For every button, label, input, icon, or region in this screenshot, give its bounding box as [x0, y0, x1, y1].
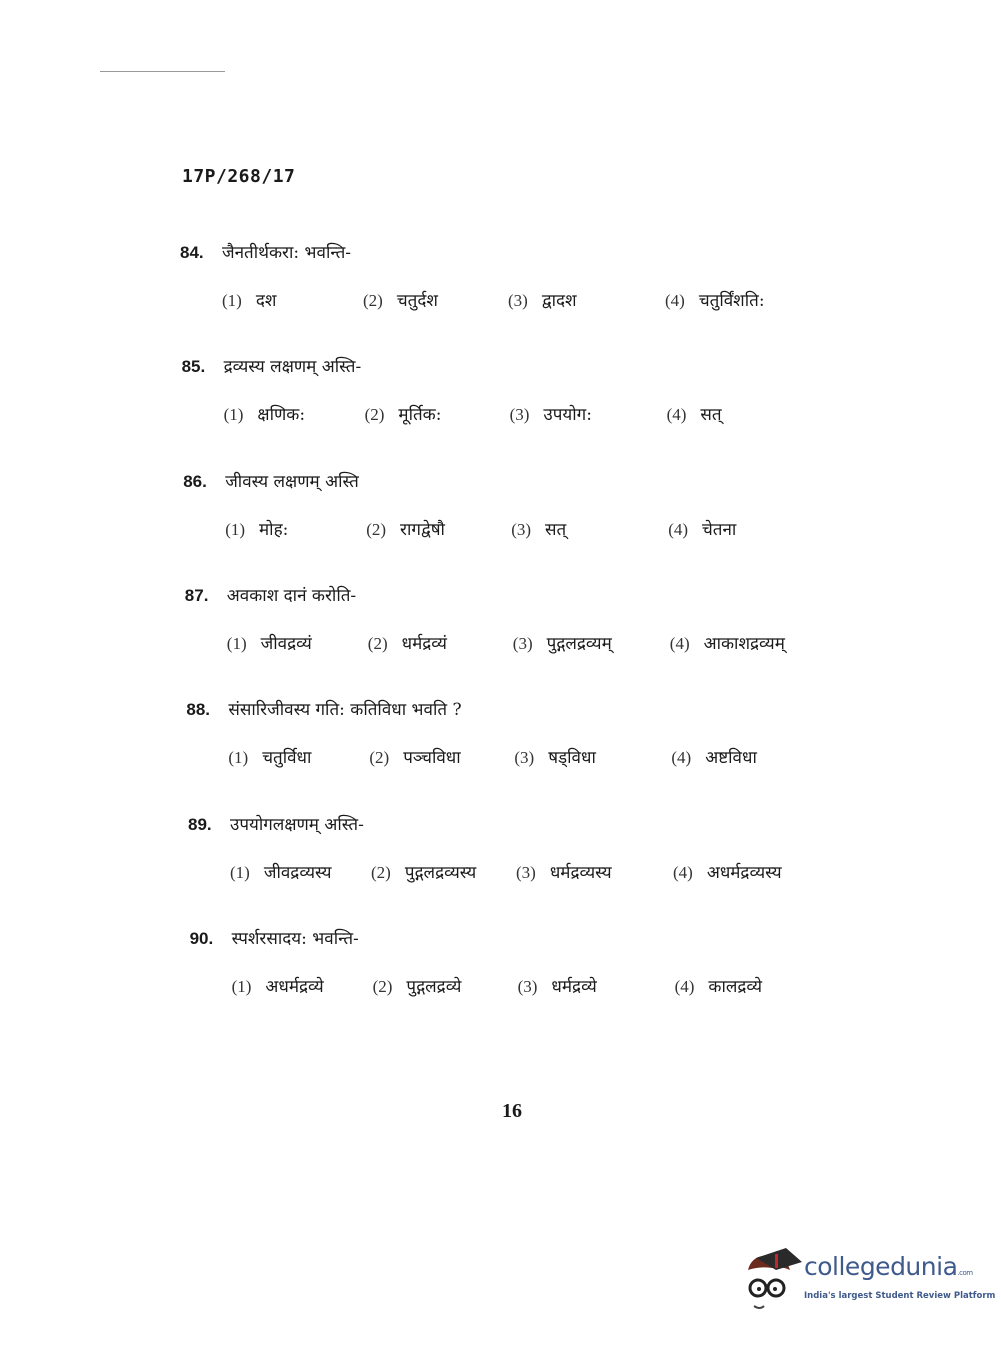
- option-number: (3): [516, 862, 536, 882]
- option-text: पञ्चविधा: [403, 748, 461, 769]
- option-number: (1): [222, 291, 242, 310]
- paper-code: 17P/268/17: [182, 166, 296, 187]
- question-number: 90.: [189, 928, 214, 948]
- answer-option: [369, 743, 460, 773]
- answer-option: [232, 972, 324, 1002]
- question-number: 86.: [183, 471, 207, 491]
- option-list: [180, 286, 880, 316]
- option-text: अधर्मद्रव्ये: [265, 976, 324, 997]
- top-rule: [100, 71, 225, 72]
- option-text: पुद्गलद्रव्ये: [406, 976, 462, 997]
- brand-tagline: India's largest Student Review Platform: [804, 1291, 996, 1301]
- question-text: अवकाश दानं करोति-: [226, 585, 357, 606]
- option-number: (4): [673, 862, 693, 882]
- option-list: [188, 858, 888, 888]
- question-text: उपयोगलक्षणम् अस्ति-: [230, 814, 364, 835]
- option-number: (4): [669, 633, 690, 653]
- option-text: जीवद्रव्यस्य: [263, 862, 332, 883]
- option-text: चतुर्विधा: [262, 748, 312, 769]
- option-number: (3): [511, 519, 532, 539]
- option-text: षड्विधा: [548, 748, 596, 769]
- question-item: [190, 924, 890, 1002]
- answer-option: [671, 743, 756, 773]
- option-number: (2): [369, 748, 390, 768]
- question-text: स्पर्शरसादय: भवन्ति-: [231, 928, 359, 949]
- option-list: [185, 629, 885, 659]
- answer-option: [368, 629, 447, 659]
- answer-option: [365, 400, 442, 430]
- option-number: (2): [367, 633, 388, 653]
- option-number: (1): [230, 862, 250, 882]
- option-text: क्षणिक:: [257, 405, 306, 426]
- question-stem: [186, 695, 886, 725]
- option-number: (3): [514, 748, 535, 768]
- option-list: [182, 400, 882, 430]
- option-text: पुद्गलद्रव्यस्य: [404, 862, 477, 883]
- option-number: (3): [512, 633, 533, 653]
- option-text: अधर्मद्रव्यस्य: [706, 862, 782, 883]
- collegedunia-watermark: [742, 1248, 996, 1318]
- option-text: सत्: [700, 405, 722, 426]
- answer-option: [224, 400, 306, 430]
- answer-option: [675, 972, 763, 1002]
- option-number: (1): [223, 405, 244, 425]
- question-stem: [190, 924, 890, 954]
- option-text: अष्टविधा: [705, 748, 757, 769]
- question-item: [183, 467, 883, 545]
- question-text: जैनतीर्थकरा: भवन्ति-: [222, 243, 352, 263]
- answer-option: [508, 286, 577, 316]
- option-number: (4): [671, 748, 692, 768]
- mascot-logo-icon: [742, 1248, 804, 1318]
- option-text: जीवद्रव्यं: [260, 633, 312, 654]
- option-number: (1): [228, 748, 249, 768]
- answer-option: [373, 972, 462, 1002]
- brand-domain: .com: [957, 1269, 973, 1277]
- answer-option: [230, 858, 331, 888]
- answer-option: [667, 400, 722, 430]
- answer-option: [227, 629, 312, 659]
- question-item: [188, 810, 888, 888]
- answer-option: [511, 515, 566, 545]
- option-number: (4): [668, 519, 689, 539]
- option-number: (3): [509, 405, 530, 425]
- question-number: 84.: [180, 243, 204, 262]
- option-number: (4): [674, 976, 695, 996]
- option-text: सत्: [545, 519, 567, 540]
- option-text: चतुर्दश: [396, 291, 438, 311]
- question-text: जीवस्य लक्षणम् अस्ति: [225, 471, 359, 492]
- question-item: [180, 238, 880, 316]
- option-text: दश: [255, 291, 277, 311]
- question-item: [186, 695, 886, 773]
- option-number: (2): [371, 862, 391, 882]
- option-list: [183, 515, 883, 545]
- answer-option: [670, 629, 785, 659]
- question-stem: [183, 467, 883, 497]
- answer-option: [673, 858, 782, 888]
- answer-option: [366, 515, 445, 545]
- question-stem: [180, 238, 880, 268]
- question-stem: [182, 352, 882, 382]
- answer-option: [225, 515, 288, 545]
- answer-option: [665, 286, 765, 316]
- question-stem: [188, 810, 888, 840]
- answer-option: [513, 629, 612, 659]
- option-text: द्वादश: [541, 291, 577, 311]
- option-text: पुद्गलद्रव्यम्: [546, 633, 612, 654]
- option-number: (1): [225, 519, 246, 539]
- question-item: [185, 581, 885, 659]
- option-text: धर्मद्रव्ये: [551, 976, 597, 997]
- option-number: (1): [226, 633, 247, 653]
- answer-option: [510, 400, 592, 430]
- option-text: रागद्वेषौ: [400, 519, 445, 540]
- option-text: मोह:: [259, 519, 289, 540]
- option-text: उपयोग:: [543, 405, 592, 426]
- question-number: 89.: [188, 814, 212, 834]
- answer-option: [516, 858, 612, 888]
- answer-option: [222, 286, 276, 316]
- answer-option: [668, 515, 736, 545]
- option-number: (2): [372, 976, 393, 996]
- option-number: (3): [517, 976, 538, 996]
- option-text: कालद्रव्ये: [708, 976, 763, 997]
- option-text: मूर्तिक:: [398, 405, 442, 426]
- page-number: 16: [502, 1100, 522, 1122]
- question-stem: [185, 581, 885, 611]
- brand-name: collegedunia: [804, 1252, 958, 1281]
- question-item: [182, 352, 882, 430]
- answer-option: [363, 286, 438, 316]
- option-number: (4): [665, 291, 685, 310]
- option-number: (2): [364, 405, 385, 425]
- answer-option: [371, 858, 476, 888]
- option-list: [190, 972, 890, 1002]
- question-number: 87.: [184, 585, 209, 605]
- option-number: (2): [363, 291, 383, 310]
- option-list: [186, 743, 886, 773]
- option-number: (2): [366, 519, 387, 539]
- question-number: 85.: [181, 357, 206, 377]
- question-text: संसारिजीवस्य गति: कतिविधा भवति ?: [228, 700, 462, 721]
- option-number: (4): [666, 405, 687, 425]
- option-text: आकाशद्रव्यम्: [703, 633, 785, 654]
- answer-option: [514, 743, 595, 773]
- option-text: धर्मद्रव्यं: [401, 633, 447, 654]
- answer-option: [228, 743, 311, 773]
- option-number: (1): [231, 976, 252, 996]
- option-number: (3): [508, 291, 528, 310]
- answer-option: [518, 972, 597, 1002]
- question-number: 88.: [186, 700, 211, 720]
- option-text: धर्मद्रव्यस्य: [549, 862, 612, 883]
- option-text: चेतना: [702, 519, 737, 540]
- option-text: चतुर्विंशति:: [698, 291, 765, 311]
- question-text: द्रव्यस्य लक्षणम् अस्ति-: [223, 357, 362, 378]
